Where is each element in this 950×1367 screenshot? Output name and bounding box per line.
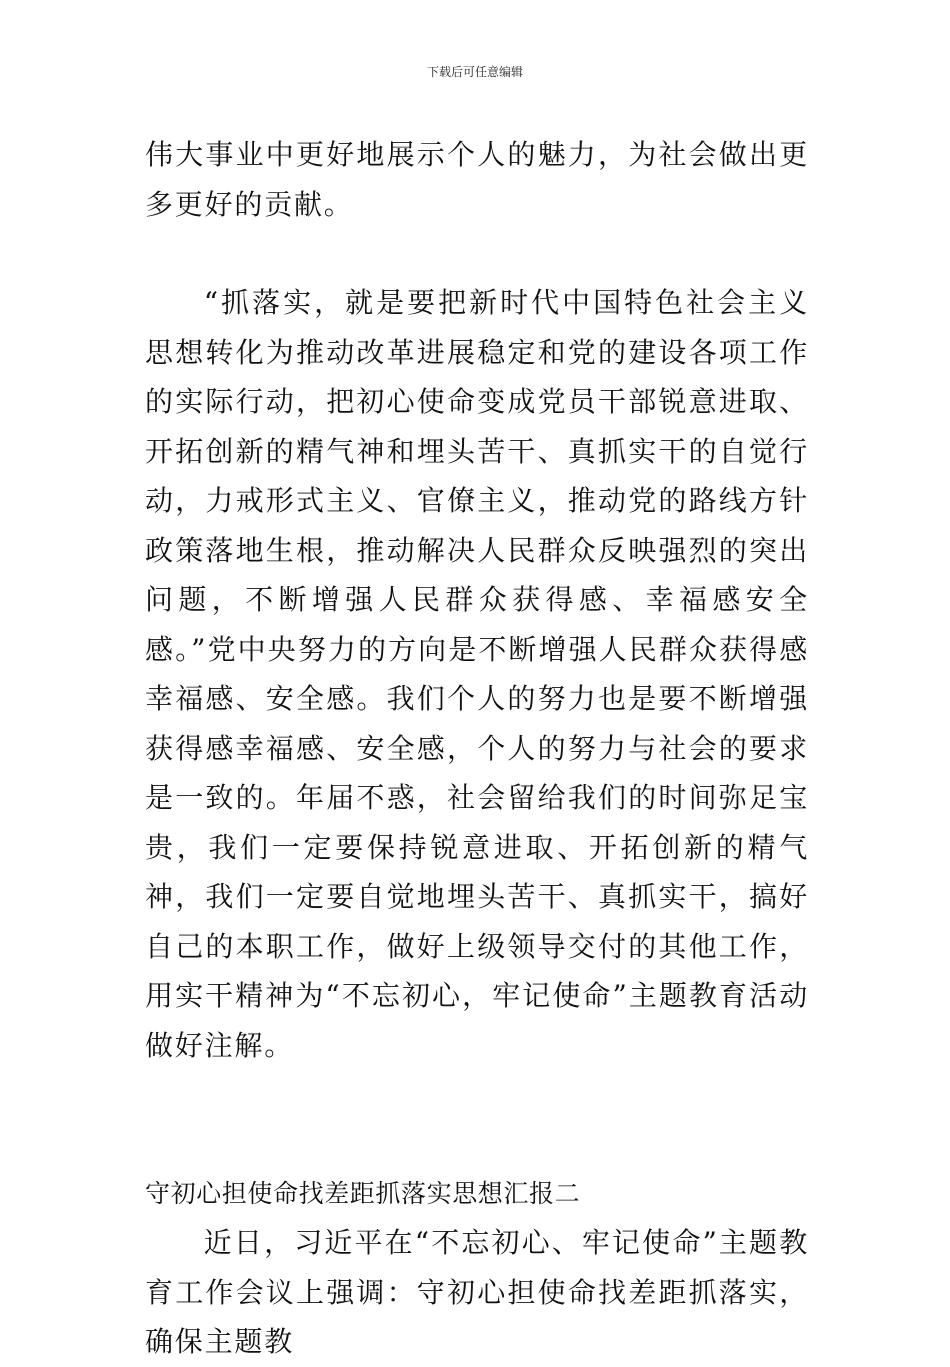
section-two-paragraph: 近日，习近平在“不忘初心、牢记使命”主题教育工作会议上强调：守初心担使命找差距抓落实，确保主题教 bbox=[145, 1226, 809, 1358]
quote-paragraph: “抓落实，就是要把新时代中国特色社会主义思想转化为推动改革进展稳定和党的建设各项工作的实际行动，把初心使命变成党员干部锐意进取、开拓创新的精气神和埋头苦干、真抓实干的自觉行动，力戒形式主义、官僚主义，推动党的路线方针政策落地生根，推动解决人民群众反映强烈的突出问题，不断增强人民群众获得感、幸福感安全感。”党中央努力的方向是不断增强人民群众获得感幸福感、安全感。我们个人的努力也是要不断增强获得感幸福感、安全感，个人的努力与社会的要求是一致的。年届不惑，社会留给我们的时间弥足宝贵，我们一定要保持锐意进取、开拓创新的精气神，我们一定要自觉地埋头苦干、真抓实干，搞好自己的本职工作，做好上级领导交付的其他工作，用实干精神为“不忘初心，牢记使命”主题教育活动做好注解。 bbox=[145, 286, 809, 1062]
page-header: 下载后可任意编辑 bbox=[426, 65, 523, 79]
section-heading: 守初心担使命找差距抓落实思想汇报二 bbox=[145, 1179, 581, 1208]
continued-paragraph: 伟大事业中更好地展示个人的魅力，为社会做出更多更好的贡献。 bbox=[145, 138, 809, 221]
document-body bbox=[145, 130, 809, 1367]
